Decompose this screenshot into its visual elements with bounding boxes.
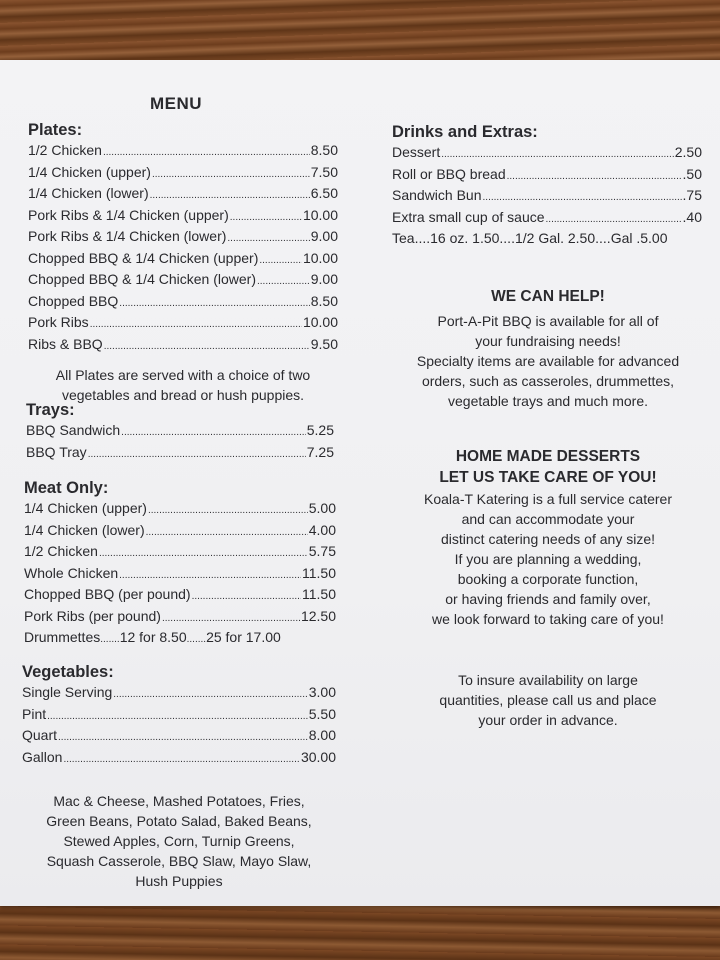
item-name: Chopped BBQ	[28, 292, 119, 309]
we-can-help-line: Port-A-Pit BBQ is available for all of	[437, 313, 659, 329]
vegetable-size-row	[22, 748, 336, 770]
we-can-help-line: vegetable trays and much more.	[448, 393, 648, 409]
vegetable-options-line: Mac & Cheese, Mashed Potatoes, Fries,	[53, 793, 305, 809]
item-name: Chopped BBQ (per pound)	[24, 586, 191, 602]
dot-leader	[483, 188, 682, 208]
item-price: 5.00	[308, 500, 336, 516]
meat-row	[24, 585, 336, 607]
availability-line: your order in advance.	[478, 712, 618, 728]
tea-prices: Tea....16 oz. 1.50....1/2 Gal. 2.50....Gal .5.00	[392, 230, 668, 246]
we-can-help-text	[396, 311, 700, 411]
dot-leader	[88, 445, 306, 465]
plate-row	[28, 206, 338, 228]
plates-note-line: vegetables and bread or hush puppies.	[61, 387, 305, 403]
meat-row	[24, 607, 336, 629]
item-name: BBQ Sandwich	[26, 422, 121, 438]
desserts-line: and can accommodate your	[461, 511, 635, 527]
dot-leader	[150, 186, 310, 206]
item-price: 7.50	[310, 163, 338, 180]
drinks-heading: Drinks and Extras:	[392, 123, 538, 141]
drink-row	[392, 143, 702, 165]
item-price: 5.50	[308, 705, 336, 722]
vegetable-options	[22, 791, 336, 891]
plate-row	[28, 227, 338, 249]
vegetables-section	[22, 662, 336, 891]
drummettes-row: Drummettes.......12 for 8.50.......25 for 17.00	[24, 629, 281, 645]
plates-section	[28, 120, 338, 405]
drummettes-option1: 12 for 8.50	[119, 629, 187, 645]
vegetables-list	[22, 683, 336, 769]
vegetables-heading: Vegetables:	[22, 663, 114, 681]
dot-leader	[119, 566, 301, 586]
meat-only-heading: Meat Only:	[24, 479, 109, 497]
dot-leader	[227, 229, 309, 249]
availability-line: quantities, please call us and place	[439, 692, 657, 708]
item-name: Ribs & BBQ	[28, 335, 103, 352]
trays-section	[26, 400, 334, 464]
we-can-help-line: Specialty items are available for advanced	[416, 353, 680, 369]
item-name: 1/4 Chicken (lower)	[28, 185, 149, 201]
dot-leader	[507, 167, 682, 187]
availability-section	[396, 670, 700, 730]
desserts-line: we look forward to taking care of you!	[432, 611, 664, 627]
item-name: Dessert	[392, 144, 441, 160]
dot-leader	[441, 145, 674, 165]
menu-title: MENU	[150, 94, 203, 113]
item-price: 30.00	[300, 748, 336, 765]
plate-row	[28, 184, 338, 206]
vegetable-size-row	[22, 726, 336, 748]
vegetable-size-row	[22, 683, 336, 705]
menu-sheet	[0, 60, 720, 906]
dot-leader	[104, 337, 310, 357]
meat-row	[24, 564, 336, 586]
plate-row	[28, 249, 338, 271]
dot-leader	[99, 544, 308, 564]
drinks-section	[392, 122, 702, 249]
vegetable-options-line: Stewed Apples, Corn, Turnip Greens,	[63, 833, 295, 849]
item-price: 7.25	[306, 443, 334, 460]
item-price: 4.00	[308, 521, 336, 538]
item-name: 1/4 Chicken (upper)	[28, 163, 151, 180]
availability-text	[396, 670, 700, 730]
plate-row	[28, 313, 338, 335]
we-can-help-line: your fundraising needs!	[475, 333, 621, 349]
trays-list	[26, 421, 334, 464]
dot-leader	[259, 251, 302, 271]
item-price: 8.50	[310, 292, 338, 309]
item-name: Single Serving	[22, 684, 113, 700]
plates-note-line: All Plates are served with a choice of two	[55, 367, 311, 383]
item-price: .75	[682, 187, 702, 203]
item-name: 1/2 Chicken	[24, 543, 98, 559]
plate-row	[28, 335, 338, 357]
availability-line: To insure availability on large	[458, 672, 638, 688]
dot-leader	[47, 707, 308, 727]
item-price: 5.25	[306, 422, 334, 438]
item-name: Pork Ribs	[28, 314, 89, 330]
plates-list	[28, 141, 338, 356]
meat-row	[24, 542, 336, 564]
wood-table-bottom	[0, 900, 720, 960]
desserts-line: or having friends and family over,	[445, 591, 651, 607]
drummettes-option2: 25 for 17.00	[206, 629, 281, 645]
trays-heading: Trays:	[26, 401, 75, 419]
desserts-text	[396, 489, 700, 629]
dot-leader	[152, 165, 310, 185]
item-name: 1/4 Chicken (upper)	[24, 500, 147, 516]
item-price: 10.00	[302, 249, 338, 266]
item-price: 11.50	[302, 564, 336, 581]
dot-leader	[148, 501, 308, 521]
item-name: Quart	[22, 727, 58, 743]
item-name: Chopped BBQ & 1/4 Chicken (lower)	[28, 271, 256, 287]
item-price: 9.00	[310, 271, 338, 287]
item-price: 9.00	[310, 228, 338, 244]
dot-leader	[192, 587, 301, 607]
desserts-line: distinct catering needs of any size!	[440, 531, 655, 547]
drink-row	[392, 186, 702, 208]
dot-leader	[121, 423, 306, 443]
vegetable-options-line: Hush Puppies	[135, 873, 223, 889]
item-name: Roll or BBQ bread	[392, 165, 506, 182]
dot-leader	[58, 728, 308, 748]
drummettes-label: Drummettes	[24, 629, 101, 645]
vegetable-options-line: Squash Casserole, BBQ Slaw, Mayo Slaw,	[46, 853, 312, 869]
item-name: Pork Ribs & 1/4 Chicken (lower)	[28, 228, 227, 244]
vegetable-size-row	[22, 705, 336, 727]
item-price: 12.50	[300, 607, 336, 624]
desserts-heading: HOME MADE DESSERTS	[455, 448, 641, 465]
meat-row	[24, 521, 336, 543]
dot-leader	[546, 210, 682, 230]
dot-leader	[230, 208, 302, 228]
dot-leader	[162, 609, 300, 629]
drink-row	[392, 165, 702, 187]
item-price: 8.00	[308, 727, 336, 743]
dot-leader	[113, 685, 307, 705]
meat-row	[24, 499, 336, 521]
item-name: Sandwich Bun	[392, 187, 482, 203]
item-name: Pint	[22, 705, 47, 722]
tray-row	[26, 421, 334, 443]
item-name: 1/2 Chicken	[28, 142, 102, 158]
item-price: 2.50	[674, 144, 702, 160]
dot-leader	[90, 315, 302, 335]
item-price: .50	[682, 165, 702, 182]
item-name: Extra small cup of sauce	[392, 208, 545, 225]
tray-row	[26, 443, 334, 465]
drinks-list	[392, 143, 702, 229]
plate-row	[28, 163, 338, 185]
meat-only-section	[24, 478, 336, 650]
item-name: 1/4 Chicken (lower)	[24, 521, 145, 538]
item-name: Pork Ribs (per pound)	[24, 607, 161, 624]
take-care-heading: LET US TAKE CARE OF YOU!	[439, 469, 657, 486]
item-price: .40	[682, 208, 702, 225]
dot-leader	[119, 294, 309, 314]
desserts-line: If you are planning a wedding,	[454, 551, 642, 567]
plate-row	[28, 270, 338, 292]
meat-only-list	[24, 499, 336, 628]
item-price: 9.50	[310, 335, 338, 352]
dot-leader	[146, 523, 308, 543]
item-price: 6.50	[310, 185, 338, 201]
item-name: Chopped BBQ & 1/4 Chicken (upper)	[28, 249, 259, 266]
dot-leader	[257, 272, 310, 292]
item-name: Pork Ribs & 1/4 Chicken (upper)	[28, 206, 229, 223]
item-price: 5.75	[308, 543, 336, 559]
dot-leader	[103, 143, 310, 163]
we-can-help-section	[396, 286, 700, 411]
dot-leader	[63, 750, 299, 770]
item-price: 8.50	[310, 142, 338, 158]
wood-table-top	[0, 0, 720, 62]
plates-heading: Plates:	[28, 121, 83, 139]
item-name: BBQ Tray	[26, 443, 87, 460]
item-price: 3.00	[308, 684, 336, 700]
we-can-help-line: orders, such as casseroles, drummettes,	[421, 373, 675, 389]
item-price: 10.00	[302, 206, 338, 223]
plate-row	[28, 292, 338, 314]
drink-row	[392, 208, 702, 230]
item-name: Whole Chicken	[24, 564, 119, 581]
desserts-line: Koala-T Katering is a full service caterer	[424, 491, 672, 507]
desserts-line: booking a corporate function,	[457, 571, 639, 587]
item-price: 11.50	[302, 586, 336, 602]
vegetable-options-line: Green Beans, Potato Salad, Baked Beans,	[46, 813, 312, 829]
plate-row	[28, 141, 338, 163]
desserts-section	[396, 446, 700, 629]
item-price: 10.00	[302, 314, 338, 330]
item-name: Gallon	[22, 748, 63, 765]
we-can-help-heading: WE CAN HELP!	[491, 288, 605, 305]
plates-note	[28, 365, 338, 405]
